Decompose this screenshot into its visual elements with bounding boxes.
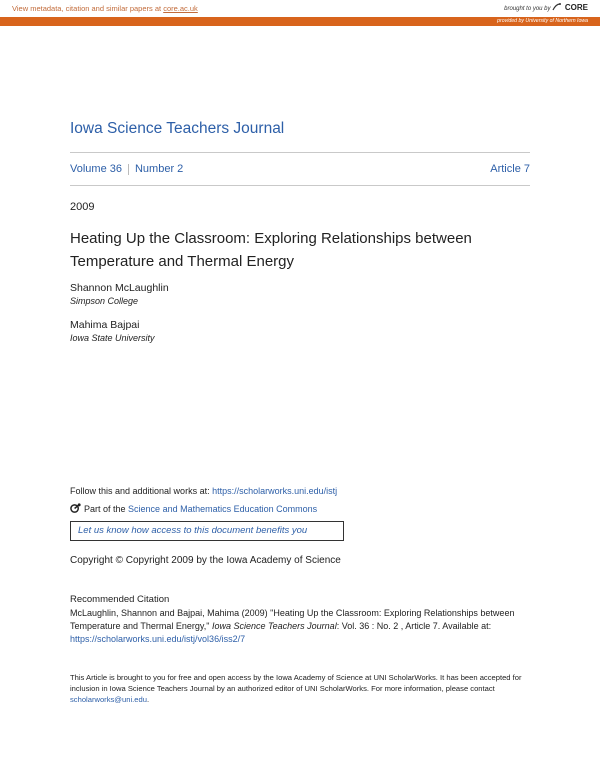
- benefit-feedback-text: Let us know how access to this document benefits you: [78, 525, 308, 536]
- citation-text: McLaughlin, Shannon and Bajpai, Mahima (2009) "Heating Up the Classroom: Exploring Relationships between Temperature and Thermal Energy," Iowa Science Teachers Journal: Vol. 36 : No. 2 , Article 7. Available at: https://scholarworks.uni.edu/istj/vol36/iss2/7: [70, 608, 515, 644]
- divider-top: [70, 152, 530, 153]
- number-link[interactable]: Number 2: [134, 163, 184, 175]
- author-affiliation: Simpson College: [70, 296, 139, 306]
- follow-line: Follow this and additional works at: https://scholarworks.uni.edu/istj: [70, 486, 338, 496]
- part-of-line: Part of the Science and Mathematics Education Commons: [70, 503, 317, 514]
- provided-by-text: provided by University of Northern Iowa: [497, 18, 588, 24]
- citation-journal: Iowa Science Teachers Journal: [211, 621, 337, 631]
- core-branding: brought to you by CORE: [504, 3, 588, 12]
- core-metadata-text: View metadata, citation and similar papers at core.ac.uk: [12, 4, 198, 13]
- commons-icon: [70, 503, 81, 514]
- volume-link[interactable]: Volume 36: [70, 163, 122, 175]
- publication-year: 2009: [70, 201, 95, 213]
- core-header: [0, 0, 600, 18]
- citation-heading: Recommended Citation: [70, 594, 170, 605]
- provider-bar: [0, 17, 600, 26]
- journal-title[interactable]: Iowa Science Teachers Journal: [70, 120, 285, 137]
- contact-email-link[interactable]: scholarworks@uni.edu: [70, 695, 147, 704]
- issue-info: [70, 163, 530, 175]
- paper-title: [70, 227, 530, 273]
- core-link[interactable]: core.ac.uk: [163, 4, 198, 13]
- author-affiliation: Iowa State University: [70, 333, 155, 343]
- access-notice: This Article is brought to you for free and open access by the Iowa Academy of Science at UNI ScholarWorks. It has been accepted for inclusion in Iowa Science Teachers Journal by an authorized editor of UNI ScholarWorks. For more information, please contact scholarworks@uni.edu.: [70, 673, 522, 704]
- author-name: Shannon McLaughlin: [70, 282, 169, 294]
- citation-url-link[interactable]: https://scholarworks.uni.edu/istj/vol36/iss2/7: [70, 634, 246, 644]
- core-logo-icon: [552, 3, 561, 11]
- issue-separator: [128, 164, 129, 175]
- core-logo-text: CORE: [564, 3, 588, 12]
- paper-title-line2: Temperature and Thermal Energy: [70, 253, 295, 270]
- follow-url-link[interactable]: https://scholarworks.uni.edu/istj: [212, 486, 338, 496]
- divider-bottom: [70, 185, 530, 186]
- author-name: Mahima Bajpai: [70, 319, 140, 331]
- copyright-notice: Copyright © Copyright 2009 by the Iowa Academy of Science: [70, 555, 341, 566]
- paper-title-line1: Heating Up the Classroom: Exploring Relationships between: [70, 230, 472, 247]
- article-link[interactable]: Article 7: [490, 163, 530, 175]
- commons-link[interactable]: Science and Mathematics Education Commons: [128, 504, 318, 514]
- benefit-feedback-button[interactable]: [70, 521, 344, 541]
